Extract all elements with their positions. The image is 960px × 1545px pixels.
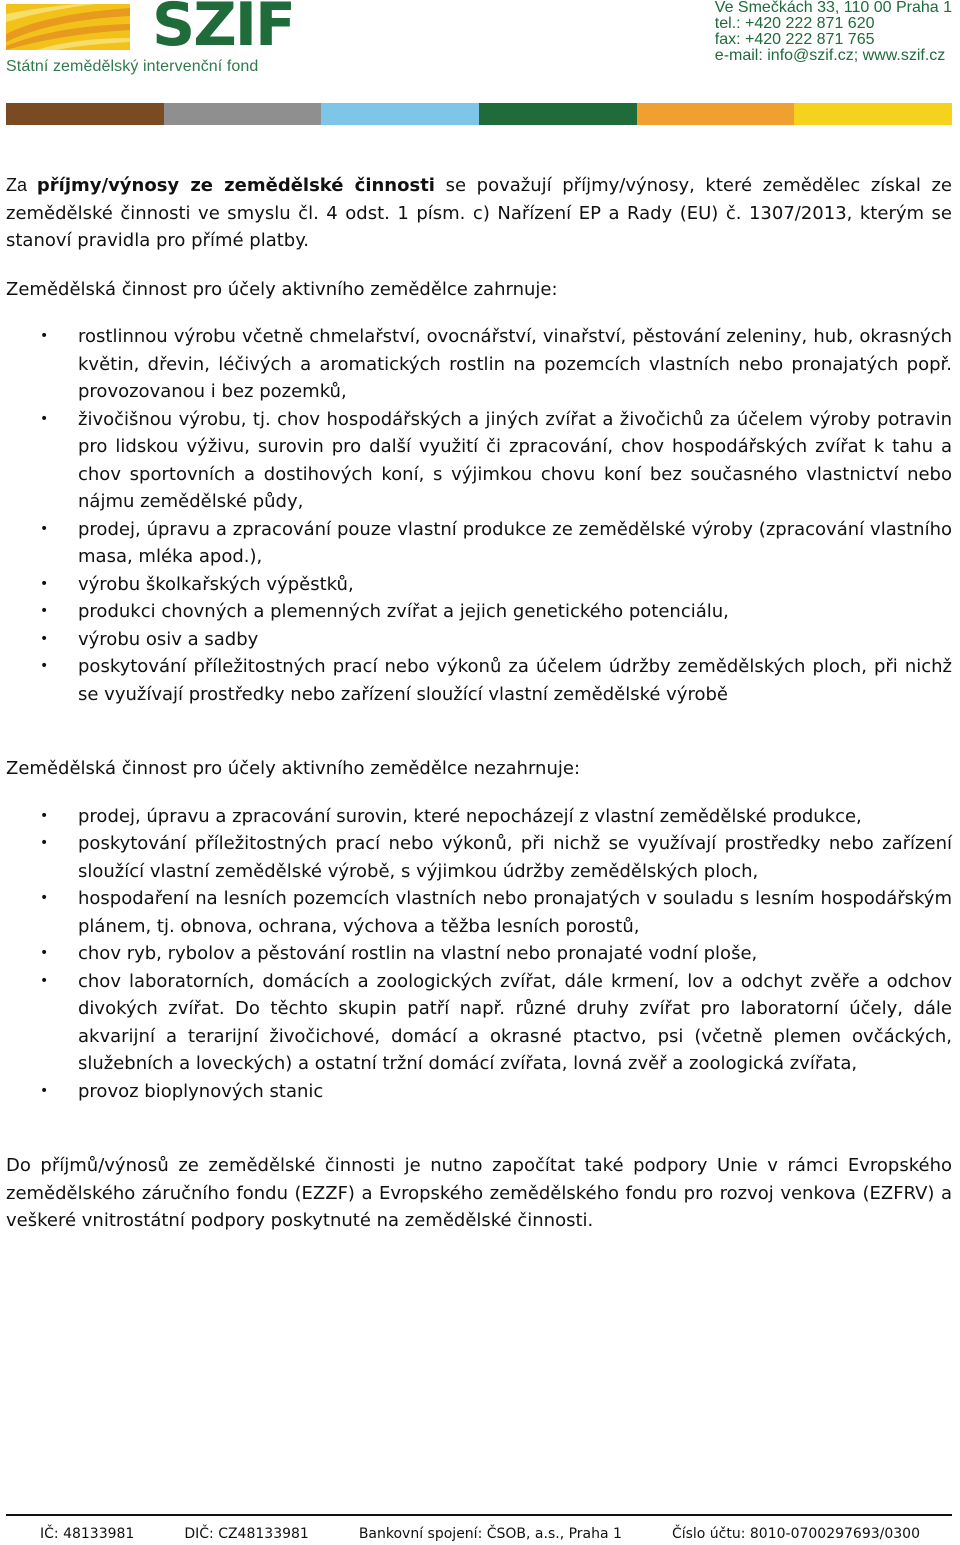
contact-block xyxy=(715,0,952,64)
includes-list xyxy=(6,323,952,708)
contact-tel: tel.: +420 222 871 620 xyxy=(714,15,875,32)
stripe-segment xyxy=(6,103,164,125)
stripe-segment xyxy=(794,103,952,125)
intro-bold-term: příjmy/výnosy ze zemědělské činnosti xyxy=(36,175,435,196)
document-body xyxy=(6,172,952,1253)
list-item: • produkci chovných a plemenných zvířat a jejich genetického potenciálu, xyxy=(6,598,952,626)
closing-paragraph: Do příjmů/výnosů ze zemědělské činnosti je nutno započítat také podpory Unie v rámci Evropského zemědělského záručního fondu (EZZF) a Evropského zemědělského fondu pro rozvoj venkova (EZFRV) a veškeré vnitrostátní podpory poskytnuté na zemědělské činnosti. xyxy=(6,1155,952,1231)
footer-ic: IČ: 48133981 xyxy=(40,1526,135,1542)
stripe-segment xyxy=(637,103,795,125)
footer-account: Číslo účtu: 8010-0700297693/0300 xyxy=(671,1526,920,1542)
list-item: • poskytování příležitostných prací nebo výkonů, při nichž se využívají prostředky nebo zařízení sloužící vlastní zemědělské výrobě, s výjimkou údržby zemědělských ploch, xyxy=(6,830,952,885)
contact-address: Ve Smečkách 33, 110 00 Praha 1 xyxy=(714,0,952,16)
logo-wordmark: SZIF xyxy=(152,0,295,60)
color-stripe xyxy=(6,103,952,125)
contact-fax: fax: +420 222 871 765 xyxy=(714,31,875,48)
contact-email[interactable]: e-mail: info@szif.cz; www.szif.cz xyxy=(714,47,946,64)
list-item: • rostlinnou výrobu včetně chmelařství, ovocnářství, vinařství, pěstování zeleniny, hub, okrasných květin, dřevin, léčivých a aromatických rostlin na pozemcích vlastních nebo pronajatých popř. provozovanou i bez pozemků, xyxy=(6,323,952,406)
includes-heading: Zemědělská činnost pro účely aktivního zemědělce zahrnuje: xyxy=(6,278,558,300)
logo-subtitle: Státní zemědělský intervenční fond xyxy=(6,58,259,75)
intro-rest: se považují příjmy/výnosy, které zemědělec získal ze zemědělské činnosti ve smyslu čl. 4 odst. 1 písm. c) Nařízení EP a Rady (EU) č. 1307/2013, kterým se stanoví pravidla pro přímé platby. xyxy=(6,175,953,251)
list-item: • živočišnou výrobu, tj. chov hospodářských a jiných zvířat a živočichů za účelem výroby potravin pro lidskou výživu, surovin pro další využití či zpracování, chov hospodářských zvířat k tahu a chov sportovních a dostihových koní, s výjimkou chovu koní bez současného vlastnictví nebo nájmu zemědělské půdy, xyxy=(6,406,952,516)
list-item: • výrobu školkařských výpěstků, xyxy=(6,571,952,599)
list-item: • hospodaření na lesních pozemcích vlastních nebo pronajatých v souladu s lesním hospodářským plánem, tj. obnova, ochrana, výchova a těžba lesních porostů, xyxy=(6,885,952,940)
stripe-segment xyxy=(479,103,637,125)
stripe-segment xyxy=(164,103,322,125)
excludes-heading: Zemědělská činnost pro účely aktivního zemědělce nezahrnuje: xyxy=(6,758,581,779)
list-item: • chov laboratorních, domácích a zoologických zvířat, dále krmení, lov a odchyt zvěře a odchov divokých zvířat. Do těchto skupin patří např. různé druhy zvířat pro laboratorní účely, dále akvarijní a terarijní živočichové, domácí a okrasné ptactvo, psi (včetně plemen ovčáckých, služebních a loveckých) a ostatní tržní domácí zvířata, lovná zvěř a zoologická zvířata, xyxy=(6,968,952,1078)
szif-logo xyxy=(6,0,295,78)
footer-dic: DIČ: CZ48133981 xyxy=(184,1526,309,1542)
list-item: • prodej, úpravu a zpracování surovin, které nepocházejí z vlastní zemědělské produkce, xyxy=(6,803,952,831)
excludes-list xyxy=(6,803,952,1106)
intro-paragraph xyxy=(6,172,952,255)
list-item: • výrobu osiv a sadby xyxy=(6,626,952,654)
stripe-segment xyxy=(321,103,479,125)
footer-bank: Bankovní spojení: ČSOB, a.s., Praha 1 xyxy=(358,1526,622,1542)
list-item: • chov ryb, rybolov a pěstování rostlin na vlastní nebo pronajaté vodní ploše, xyxy=(6,940,952,968)
footer xyxy=(6,1514,952,1542)
list-item: • poskytování příležitostných prací nebo výkonů za účelem údržby zemědělských ploch, při nichž se využívají prostředky nebo zařízení sloužící vlastní zemědělské výrobě xyxy=(6,653,952,708)
field-stripes-logo-mark xyxy=(6,4,130,50)
intro-prefix: Za xyxy=(6,175,37,195)
list-item: • prodej, úpravu a zpracování pouze vlastní produkce ze zemědělské výroby (zpracování vlastního masa, mléka apod.), xyxy=(6,516,952,571)
list-item: • provoz bioplynových stanic xyxy=(6,1078,952,1106)
